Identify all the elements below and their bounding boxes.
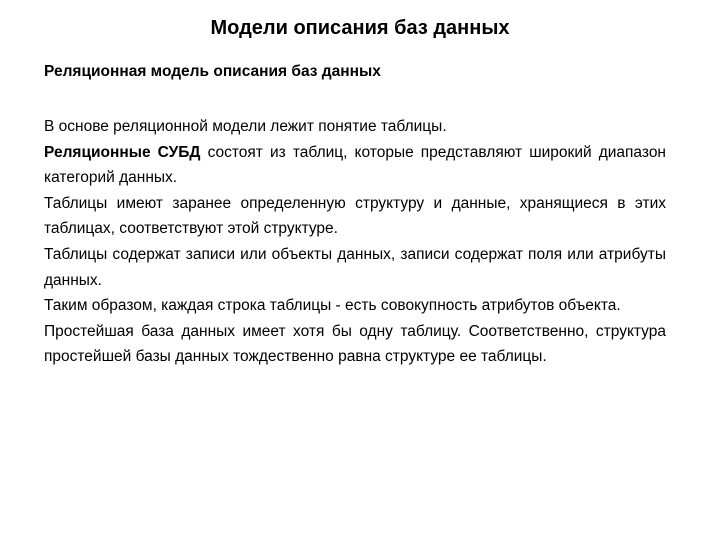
paragraph-text: состоят из таблиц, которые представляют широкий диапазон категорий данных. — [44, 143, 666, 187]
paragraph-text: Таблицы имеют заранее определенную структуру и данные, хранящиеся в этих таблицах, соответствуют этой структуре. — [44, 194, 666, 238]
paragraph-text: Таблицы содержат записи или объекты данных, записи содержат поля или атрибуты данных. — [44, 245, 666, 289]
paragraph-text: Таким образом, каждая строка таблицы - есть совокупность атрибутов объекта. — [44, 297, 621, 315]
slide-subtitle: Реляционная модель описания баз данных — [44, 63, 381, 80]
paragraph-records-fields — [44, 242, 666, 293]
paragraph-text: В основе реляционной модели лежит понятие таблицы. — [44, 118, 447, 135]
paragraph-bold-term: Реляционные СУБД — [44, 143, 201, 161]
paragraph-text: Простейшая база данных имеет хотя бы одну таблицу. Соответственно, структура простейшей базы данных тождественно равна структуре ее таблицы. — [44, 322, 666, 366]
paragraph-table-concept — [44, 114, 666, 140]
paragraph-table-structure — [44, 191, 666, 242]
slide-title: Модели описания баз данных — [210, 17, 510, 39]
slide-body — [44, 114, 666, 370]
paragraph-row-attributes — [44, 293, 666, 319]
paragraph-simplest-database — [44, 319, 666, 370]
paragraph-rdbms — [44, 140, 666, 191]
